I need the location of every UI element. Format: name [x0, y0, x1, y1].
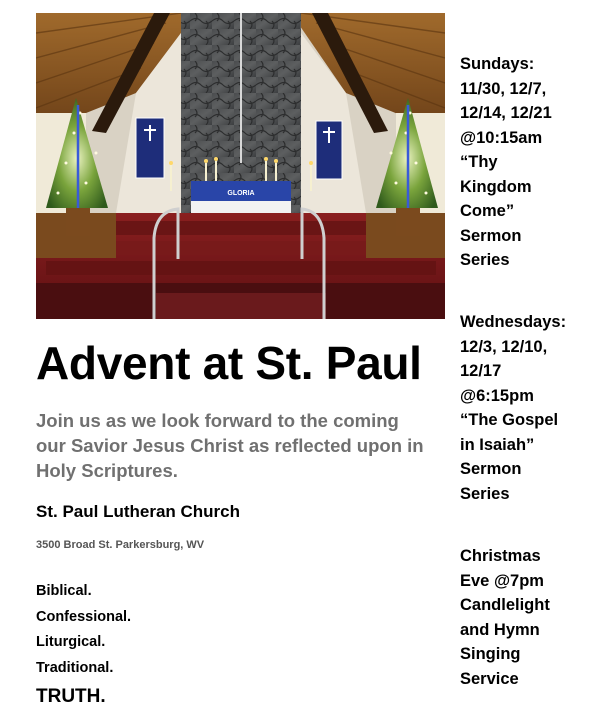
value-item: Biblical. [36, 583, 92, 599]
intro-line: Holy Scriptures. [36, 460, 178, 481]
schedule-line: Sermon [460, 460, 522, 478]
schedule-line: “The Gospel [460, 411, 559, 429]
schedule-line: Series [460, 484, 510, 503]
schedule-line: Kingdom [460, 177, 532, 196]
value-item: Traditional. [36, 659, 114, 676]
christmas-eve-schedule [460, 544, 550, 691]
schedule-line: Wednesdays: [460, 313, 567, 331]
wednesdays-schedule [460, 310, 566, 506]
schedule-line: @6:15pm [460, 386, 534, 405]
schedule-line: and Hymn [460, 620, 540, 639]
church-interior-photo [36, 13, 445, 319]
value-item: Liturgical. [36, 634, 106, 650]
schedule-line: Come” [460, 202, 515, 220]
intro-paragraph [36, 408, 436, 483]
schedule-line: Singing [460, 645, 521, 663]
schedule-line: Eve @7pm [460, 571, 544, 590]
schedule-line: “Thy [460, 153, 498, 171]
church-address: 3500 Broad St. Parkersburg, WV [36, 539, 205, 551]
page-title: Advent at St. Paul [36, 337, 422, 389]
schedule-line: 12/3, 12/10, [460, 337, 548, 356]
schedule-line: Service [460, 669, 519, 688]
intro-line: Join us as we look forward to the coming [36, 410, 399, 431]
sundays-schedule [460, 52, 552, 273]
schedule-line: 12/14, 12/21 [460, 104, 552, 122]
values-list [36, 579, 131, 681]
schedule-line: 12/17 [460, 362, 502, 380]
schedule-line: Candlelight [460, 596, 550, 614]
truth-statement: TRUTH. [36, 686, 106, 707]
value-item: Confessional. [36, 608, 132, 625]
church-name: St. Paul Lutheran Church [36, 502, 241, 521]
altar-banner-text: GLORIA [227, 190, 255, 197]
schedule-line: Sundays: [460, 55, 535, 73]
schedule-line: 11/30, 12/7, [460, 79, 547, 98]
schedule-line: Sermon [460, 226, 522, 245]
schedule-line: Christmas [460, 547, 541, 565]
intro-line: our Savior Jesus Christ as reflected upon in [36, 435, 424, 456]
schedule-line: in Isaiah” [460, 435, 535, 454]
schedule-line: Series [460, 251, 510, 269]
schedule-line: @10:15am [460, 128, 543, 147]
